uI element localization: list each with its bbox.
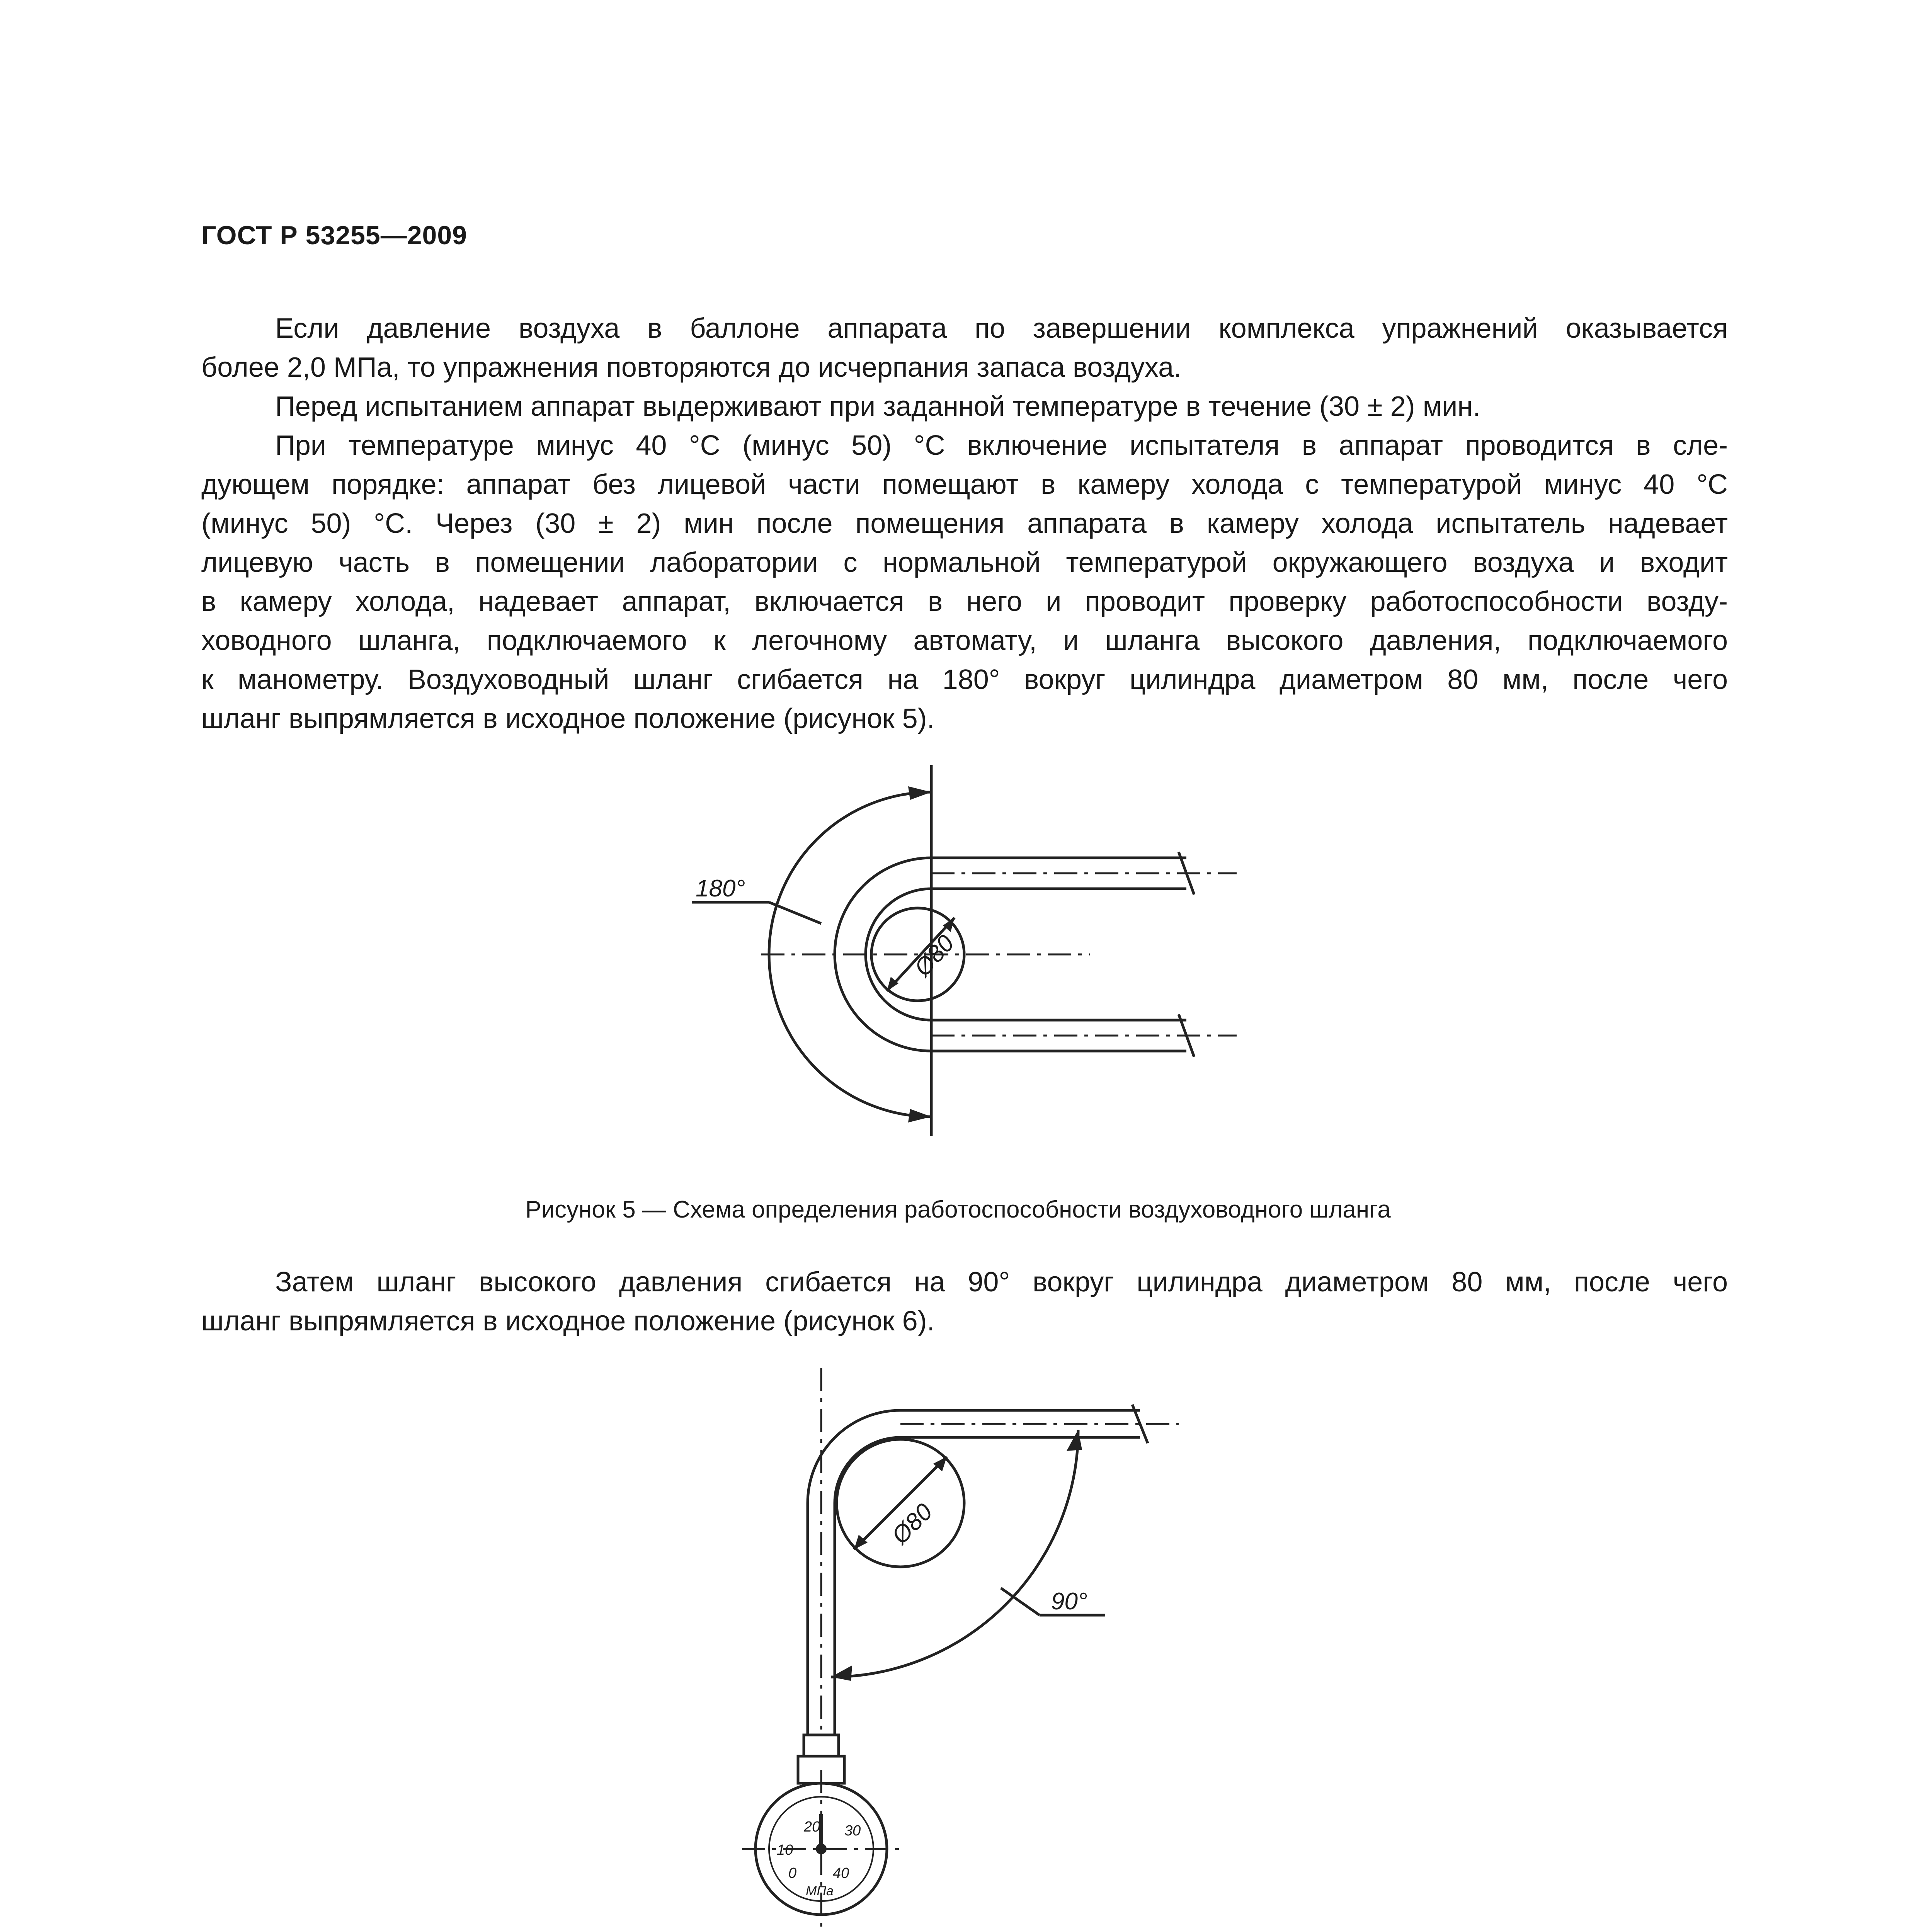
text-line: шланг выпрямляется в исходное положение (рисунок 6). [201, 1306, 935, 1337]
diameter-label: Ø80 [909, 930, 960, 981]
hose-outer-wall [808, 1410, 1140, 1735]
figure-5-drawing [676, 765, 1237, 1151]
angle-label-180: 180° [696, 875, 745, 902]
gauge-scale-20: 20 [804, 1819, 820, 1835]
text-line: (минус 50) °С. Через (30 ± 2) мин после помещения аппарата в камеру холода испытатель надевает [201, 508, 1728, 539]
figure-5-caption: Рисунок 5 — Схема определения работоспособности воздуховодного шланга [525, 1196, 1391, 1223]
gauge-scale-30: 30 [844, 1823, 861, 1839]
gauge-scale-40: 40 [833, 1865, 849, 1881]
text-line: шланг выпрямляется в исходное положение (рисунок 5). [201, 703, 935, 734]
arc-arrowhead-bottom [908, 1109, 931, 1122]
page-header-standard-number: ГОСТ Р 53255—2009 [201, 221, 468, 250]
figure-5-hose-bend-180 [676, 765, 1237, 1151]
paragraph-2 [201, 387, 1728, 426]
text-line: дующем порядке: аппарат без лицевой части помещают в камеру холода с температурой минус 40 °С [201, 469, 1728, 500]
figure-6-hose-bend-90 [734, 1368, 1198, 1932]
gauge-unit-label: МПа [806, 1884, 834, 1898]
text-line: При температуре минус 40 °С (минус 50) °С включение испытателя в аппарат проводится в сле- [275, 430, 1728, 461]
gauge-needle-hub [816, 1844, 827, 1854]
text-line: Если давление воздуха в баллоне аппарата по завершении комплекса упражнений оказывается [275, 313, 1728, 344]
diameter-label: Ø80 [887, 1498, 938, 1549]
paragraph-1 [201, 309, 1728, 387]
text-line: ховодного шланга, подключаемого к легочному автомату, и шланга высокого давления, подключаемого [201, 625, 1728, 656]
gauge-connector [804, 1735, 839, 1756]
text-line: к манометру. Воздуховодный шланг сгибается на 180° вокруг цилиндра диаметром 80 мм, после чего [201, 664, 1728, 695]
arc-arrowhead-top [908, 786, 931, 800]
angle-leader-line [1001, 1588, 1040, 1615]
paragraph-3 [201, 426, 1728, 738]
gauge-scale-10: 10 [777, 1842, 793, 1858]
text-line: лицевую часть в помещении лаборатории с нормальной температурой окружающего воздуха и входит [201, 547, 1728, 578]
text-line: в камеру холода, надевает аппарат, включается в него и проводит проверку работоспособности возду- [201, 586, 1728, 617]
paragraph-4 [201, 1263, 1728, 1341]
arc-arrowhead-top [1067, 1430, 1082, 1451]
angle-label-90: 90° [1051, 1588, 1087, 1615]
text-line: более 2,0 МПа, то упражнения повторяются до исчерпания запаса воздуха. [201, 352, 1182, 383]
gauge-scale-0: 0 [788, 1865, 797, 1881]
angle-leader-line [769, 902, 821, 923]
hose-inner-wall [835, 1437, 1140, 1735]
text-line: Перед испытанием аппарат выдерживают при заданной температуре в течение (30 ± 2) мин. [275, 391, 1481, 422]
figure-6-drawing [734, 1368, 1198, 1932]
angle-dimension-arc [831, 1430, 1078, 1677]
text-line: Затем шланг высокого давления сгибается на 90° вокруг цилиндра диаметром 80 мм, после чего [275, 1267, 1728, 1298]
